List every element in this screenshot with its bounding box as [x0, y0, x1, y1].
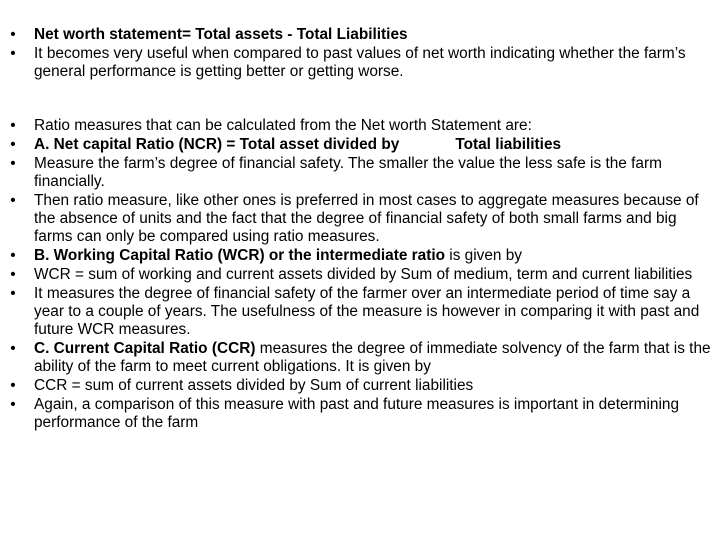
- bullet-icon: •: [10, 45, 16, 62]
- list-item: [6, 285, 712, 339]
- net-worth-definition: Net worth statement= Total assets - Total Liabilities: [34, 26, 408, 43]
- bullet-icon: •: [10, 266, 16, 283]
- bullet-icon: •: [10, 377, 16, 394]
- wcr-formula: WCR = sum of working and current assets divided by Sum of medium, term and current liabilities: [34, 266, 693, 283]
- bullet-icon: •: [10, 247, 16, 264]
- wcr-explanation: It measures the degree of financial safety of the farmer over an intermediate period of time say a year to a couple of years. The usefulness of the measure is however in comparing it with past and future WCR measures.: [34, 285, 700, 338]
- list-item: [6, 192, 712, 246]
- bullet-icon: •: [10, 136, 16, 153]
- bullet-icon: •: [10, 155, 16, 172]
- ncr-heading-b: Total liabilities: [455, 136, 562, 153]
- list-item: [6, 26, 712, 44]
- bullet-list-ratios: [6, 117, 712, 433]
- list-item: [6, 155, 712, 191]
- list-item: [6, 117, 712, 135]
- ncr-explanation: Measure the farm’s degree of financial safety. The smaller the value the less safe is the farm financially.: [34, 155, 662, 190]
- wcr-heading: B. Working Capital Ratio (WCR) or the intermediate ratio: [34, 247, 446, 264]
- list-item: [6, 247, 712, 265]
- bullet-icon: •: [10, 26, 16, 43]
- ratio-intro: Ratio measures that can be calculated from the Net worth Statement are:: [34, 117, 532, 134]
- list-item: [6, 136, 712, 154]
- list-item: [6, 266, 712, 284]
- list-item: [6, 377, 712, 395]
- bullet-icon: •: [10, 396, 16, 413]
- bullet-icon: •: [10, 192, 16, 209]
- list-item: [6, 45, 712, 81]
- list-item: [6, 396, 712, 432]
- ncr-heading-a: A. Net capital Ratio (NCR) = Total asset divided by: [34, 136, 400, 153]
- bullet-icon: •: [10, 340, 16, 357]
- bullet-list-net-worth: [6, 26, 712, 82]
- ccr-heading-rest: measures the degree of immediate solvency of the farm that is the ability of the farm to meet current obligations. It is given by: [34, 340, 711, 375]
- ccr-comparison: Again, a comparison of this measure with past and future measures is important in determining performance of the farm: [34, 396, 680, 431]
- wcr-heading-rest: is given by: [445, 247, 523, 264]
- bullet-icon: •: [10, 285, 16, 302]
- net-worth-usefulness: It becomes very useful when compared to past values of net worth indicating whether the farm’s general performance is getting better or getting worse.: [34, 45, 686, 80]
- ccr-formula: CCR = sum of current assets divided by Sum of current liabilities: [34, 377, 474, 394]
- bullet-icon: •: [10, 117, 16, 134]
- ratio-preference: Then ratio measure, like other ones is preferred in most cases to aggregate measures because of the absence of units and the fact that the degree of financial safety of both small farms and big farms can only be compared using ratio measures.: [34, 192, 699, 245]
- ccr-heading: C. Current Capital Ratio (CCR): [34, 340, 256, 357]
- list-item: [6, 340, 712, 376]
